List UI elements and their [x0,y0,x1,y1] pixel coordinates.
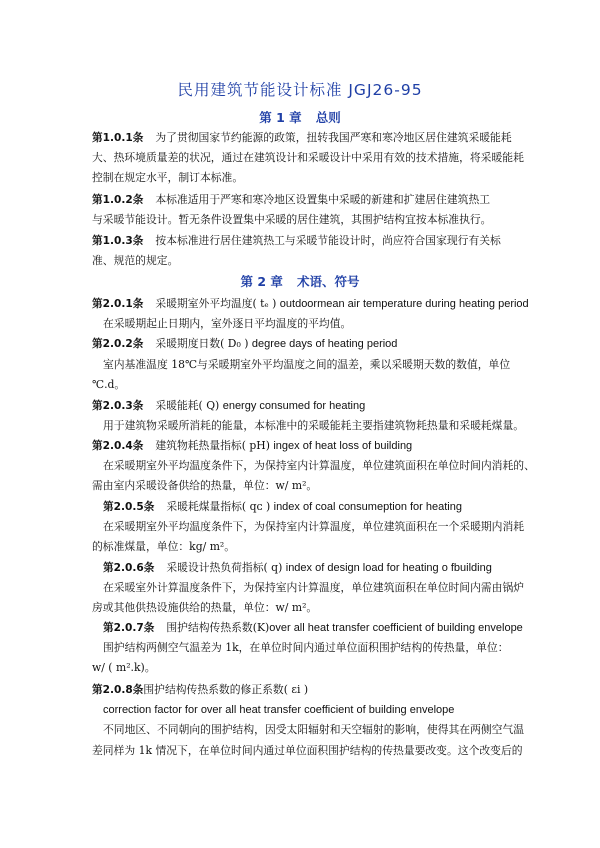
article-2-0-6-heading [103,560,492,576]
article-label: 第2.0.2条 [92,338,144,350]
article-2-0-1-heading [92,296,529,312]
article-1-0-1-line-2: 大、热环境质量差的状况，通过在建筑设计和采暖设计中采用有效的技术措施，将采暖能耗 [92,151,524,164]
article-text: 本标准适用于严寒和寒冷地区设置集中采暖的新建和扩建居住建筑热工 [155,193,491,206]
article-2-0-2-heading [92,336,397,352]
term-zh: 围护结构传热系数(K) [166,621,270,634]
term-zh: 采暖能耗( Q) [155,399,220,412]
term-zh: 采暖设计热负荷指标( q) [166,561,283,574]
article-label: 第2.0.3条 [92,400,144,412]
article-label: 第2.0.4条 [92,440,144,452]
article-2-0-7-line-1: 围护结构两侧空气温差为 1k，在单位时间内通过单位面积围护结构的传热量，单位： [103,641,509,654]
article-1-0-2-line-2: 与采暖节能设计。暂无条件设置集中采暖的居住建筑，其围护结构宜按本标准执行。 [92,213,492,226]
term-en: index of design load for heating o fbuilding [285,562,492,574]
article-2-0-3-heading [92,398,365,414]
chapter-name: 总则 [315,110,341,125]
article-2-0-4-line-2: 需由室内采暖设备供给的热量，单位：w/ m²。 [92,479,318,492]
article-2-0-4-line-1: 在采暖期室外平均温度条件下，为保持室内计算温度，单位建筑面积在单位时间内消耗的、 [103,459,535,472]
article-label: 第2.0.6条 [103,562,155,574]
article-text: 按本标准进行居住建筑热工与采暖节能设计时，尚应符合国家现行有关标 [155,234,501,247]
article-2-0-7-line-2: w/ ( m².k)。 [92,661,156,674]
article-label: 第2.0.1条 [92,298,144,310]
article-2-0-5-heading [103,499,462,515]
article-label: 第1.0.2条 [92,194,144,206]
document-title: 民用建筑节能设计标准 JGJ26-95 [177,81,423,99]
term-zh: 采暖耗煤量指标( qᴄ ) [166,500,271,513]
chapter-1-heading [0,108,600,126]
chapter-number: 第 2 章 [240,274,283,289]
chapter-2-heading [0,272,600,290]
article-label: 第2.0.5条 [103,501,155,513]
article-1-0-1-line-3: 控制在规定水平，制订本标准。 [92,171,244,184]
article-2-0-3-line-1: 用于建筑物采暖所消耗的能量，本标准中的采暖能耗主要指建筑物耗热量和采暖耗煤量。 [103,419,525,432]
article-2-0-8-heading [92,682,308,698]
article-1-0-3-line-1 [92,233,501,249]
article-2-0-6-line-2: 房或其他供热设施供给的热量，单位：w/ m²。 [92,601,318,614]
chapter-name: 术语、符号 [296,274,360,289]
term-en: ingex of heat loss of building [273,440,413,452]
term-en: degree days of heating period [251,338,398,350]
article-1-0-1-line-1 [92,130,512,146]
article-1-0-2-line-1 [92,192,490,208]
article-2-0-6-line-1: 在采暖室外计算温度条件下，为保持室内计算温度，单位建筑面积在单位时间内需由锅炉 [103,581,525,594]
article-label: 第2.0.8条 [92,684,144,696]
term-en: outdoormean air temperature during heating period [279,298,529,310]
chapter-number: 第 1 章 [259,110,302,125]
article-2-0-8-line-1: 不同地区、不同朝向的围护结构，因受太阳辐射和天空辐射的影响，使得其在两侧空气温 [103,723,525,736]
article-2-0-8-term-en: correction factor for over all heat transfer coefficient of building envelope [103,704,455,716]
article-2-0-4-heading [92,438,412,454]
term-zh: 围护结构传热系数的修正系数( εi ) [143,683,309,696]
article-2-0-5-line-2: 的标准煤量，单位：kg/ m²。 [92,540,236,553]
term-en: index of coal consumeption for heating [273,501,462,513]
article-label: 第2.0.7条 [103,622,155,634]
article-1-0-3-line-2: 准、规范的规定。 [92,254,179,267]
article-text: 为了贯彻国家节约能源的政策，扭转我国严寒和寒冷地区居住建筑采暖能耗 [155,131,512,144]
article-label: 第1.0.3条 [92,235,144,247]
article-2-0-7-heading [103,620,523,636]
article-2-0-1-line-1: 在采暖期起止日期内，室外逐日平均温度的平均值。 [103,317,352,330]
term-en: over all heat transfer coefficient of building envelope [269,622,523,634]
article-2-0-5-line-1: 在采暖期室外平均温度条件下，为保持室内计算温度，单位建筑面积在一个采暖期内消耗 [103,520,525,533]
term-zh: 建筑物耗热量指标( pH) [155,439,270,452]
article-2-0-8-line-2: 差同样为 1k 情况下，在单位时间内通过单位面积围护结构的传热量要改变。这个改变后的 [92,744,523,757]
term-zh: 采暖期室外平均温度( tₑ ) [155,297,277,310]
article-label: 第1.0.1条 [92,132,144,144]
article-2-0-2-line-1: 室内基准温度 18℃与采暖期室外平均温度之间的温差，乘以采暖期天数的数值，单位 [103,358,511,371]
term-en: energy consumed for heating [222,400,366,412]
term-zh: 采暖期度日数( D₀ ) [155,337,249,350]
article-2-0-2-line-2: ℃.d。 [92,378,126,391]
